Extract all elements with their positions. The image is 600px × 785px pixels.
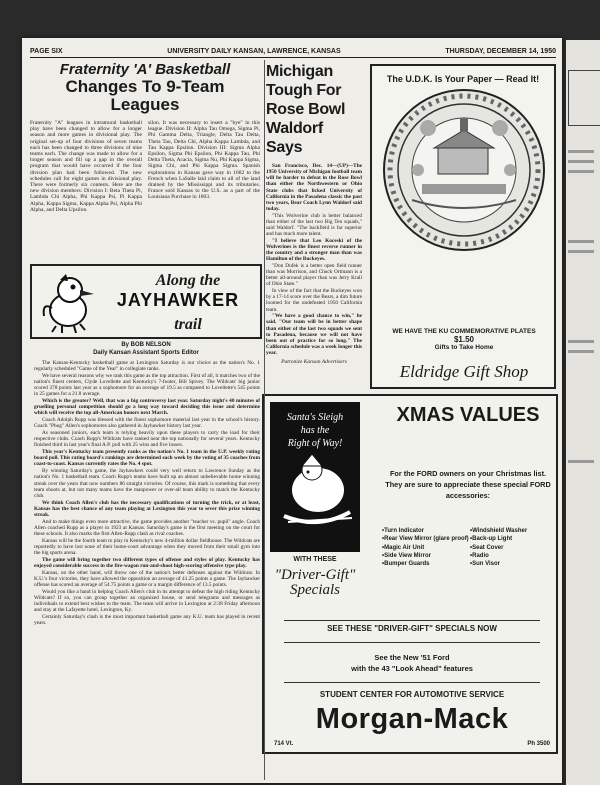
xmas-values-title: XMAS VALUES — [396, 404, 540, 426]
trail-story — [34, 360, 260, 627]
divider — [284, 642, 540, 643]
story-paragraph: Which is the greater? Well, that was a big controversy last year. Saturday night's 40 minutes of gruelling personal competition should go a long way toward deciding this issue and determine which will receive the top all-American honors next March. — [34, 398, 260, 417]
new-ford-line-1: See the New '51 Ford — [374, 653, 450, 662]
accessory-item: • Turn Indicator — [382, 528, 470, 534]
accessory-item: • Rear View Mirror (glare proof) — [382, 536, 470, 542]
michigan-article — [266, 62, 362, 365]
newspaper-page — [22, 38, 562, 783]
student-center-line: STUDENT CENTER FOR AUTOMOTIVE SERVICE — [319, 690, 505, 699]
adjacent-page-edge — [566, 40, 600, 785]
basketball-headline-1: Fraternity 'A' Basketball — [59, 61, 231, 78]
page-header — [30, 48, 556, 58]
basketball-article — [30, 62, 260, 213]
issue-date: THURSDAY, DECEMBER 14, 1950 — [445, 48, 556, 55]
shop-name: Eldridge Gift Shop — [399, 362, 529, 381]
ford-owners-line: For the FORD owners on your Christmas list. They are sure to appreciate these special FORD accessories: — [385, 469, 551, 500]
gifts-line: Gifts to Take Home — [434, 344, 494, 351]
story-paragraph: Would you like a hand in helping Coach Allen's club in its attempt to defeat the high riding Kentucky Wildcats? If so, you can group together an organized house, or send telegrams and messages as individuals to extend best wishes to the team. The team will arrive in Lexington at 2:38 Friday afternoon and stay at the Lafayette hotel, Lexington, Ky. — [34, 588, 260, 614]
new-ford-line-2: with the 43 "Look Ahead" features — [351, 664, 473, 673]
paper-name: UNIVERSITY DAILY KANSAN, LAWRENCE, KANSAS — [167, 48, 341, 55]
adjacent-text-line — [568, 250, 594, 253]
plate-offer — [376, 328, 552, 352]
trail-title-bottom: trail — [174, 316, 202, 333]
story-paragraph: This year's Kentucky team presently ranks as the nation's No. 1 team in the U.P. weekly rating board poll. This rating board's rankings are determined each week by the voting of 35 coaches from coast-to-coast. Kansas currently rates the No. 4 spot. — [34, 449, 260, 468]
dealer-address: 714 Vt. — [274, 741, 294, 747]
accessory-item: • Back-up Light — [470, 536, 558, 542]
adjacent-text-line — [568, 160, 594, 163]
dealer-contact — [274, 741, 550, 747]
plate-price: $1.50 — [453, 335, 475, 344]
michigan-paragraph: "I believe that Leo Koceski of the Wolverines is the finest reverse runner in the country and a stronger man than was Hamilton of the Buckeyes. — [266, 237, 362, 263]
story-paragraph: Coach Adolph Rupp was blessed with the finest sophomore material last year in the school's history. Coach "Phog" Allen's sophomores also gathered in Jayhawker history last year. — [34, 417, 260, 430]
adjacent-text-line — [568, 350, 594, 353]
with-these: WITH THESE — [293, 556, 337, 563]
patronize-note: Patronize Kansan Advertisers — [281, 359, 347, 366]
byline-author: By BOB NELSON — [121, 342, 171, 348]
udk-slogan: The U.D.K. Is Your Paper — Read It! — [386, 74, 540, 84]
story-paragraph: As seasoned juniors, each team is relying heavily upon these players to carry the load for their respective clubs. Coach Rupp's Wildcats have ranked near the top nationally for several years. Kentucky finished third in last year's final A.P. poll with 25 wins and five losses. — [34, 430, 260, 449]
story-paragraph: By winning Saturday's game, the Jayhawkers could very well return to Lawrence Sunday as the nation's No. 1 basketball team. Coach Rupp's teams have built up an almost unbelievable home winning streak over the years that now numbers 86 straight victories. Of course, this mark is something that every team shoots at, but not many teams have the manpower or over-all team ability to match the Kentucky club. — [34, 468, 260, 499]
basketball-body-right: silon. It was necessary to insert a "bye" in this league. Division II: Alpha Tau Omega, Sigma Pi, Phi Gamma Delta, Triangle, Delta Tau Delta, Theta Tau, Delta Chi, Alpha Kappa Lambda, and Tau Kappa Epsilon. Division III: Sigma Alpha Epsilon, Sigma Phi Epsilon, Phi Kappa Tau, Phi Delta Theta, Acacia, Sigma Nu, Phi Kappa Sigma, Sigma Chi, and Phi Kappa Sigma. Spanish explorations in Kansas gave way in 1682 to the French when LaSalle laid claim to all of the land drained by the Mississippi and its tributaries. France sold Kansas to the U.S. as a part of the Louisiana Purchase in 1803. — [148, 120, 260, 201]
accessory-item: • Sun Visor — [470, 561, 558, 567]
adjacent-text-line — [568, 170, 594, 173]
story-paragraph: Kansas, on the other hand, will throw one of the nation's better defenses against the Wildcats. In K.U.'s four victories, they have allowed the opposition an average of 41.25 points a game. The Jayhawker offense has scored an average of 54.75 points a game or a margin difference of 13.5 points. — [34, 569, 260, 588]
adjacent-text-line — [568, 240, 594, 243]
svg-text:has the: has the — [300, 425, 330, 436]
accessory-item: • Bumper Guards — [382, 561, 470, 567]
new-ford-promo — [268, 652, 556, 674]
accessory-item: • Radio — [470, 553, 558, 559]
accessory-item: • Side View Mirror — [382, 553, 470, 559]
michigan-paragraph: "We have a good chance to win," he said. "Our team will be in better shape than either of the last two squads we sent to Pasadena, because we will not have been out of practice for so long." The California schedule was a week longer this year. — [266, 313, 362, 357]
plate-offer-line: WE HAVE THE KU COMMEMORATIVE PLATES — [392, 328, 536, 335]
michigan-body — [266, 163, 362, 356]
adjacent-page-box — [568, 70, 600, 126]
michigan-paragraph: San Francisco, Dec. 14—(UP)—The 1950 University of Michigan football team will be harder to defeat in the Rose Bowl than either the Northwestern or Ohio State clubs that licked University of California in the Pasadena classic the past two years, Bear Coach Lynn Waldorf said today. — [266, 163, 362, 213]
story-paragraph: The Kansas-Kentucky basketball game at Lexington Saturday is our choice as the nation's No. 1 regularly scheduled "Game of the Year" in collegiate ranks. — [34, 360, 260, 373]
divider — [284, 620, 540, 621]
divider — [284, 682, 540, 683]
trail-byline — [30, 341, 262, 357]
jayhawker-trail-banner — [30, 264, 262, 339]
accessory-item: • Magic Air Unit — [382, 545, 470, 551]
story-paragraph: The game will bring together two different types of offense and styles of play. Kentucky has enjoyed considerable success in the fire-wagon run-and-shoot high-scoring offensive type play. — [34, 556, 260, 569]
story-paragraph: We think Coach Allen's club has the necessary qualifications of turning the trick, or at least, Kansas has the best chance of any team playing at Lexington this year to sever this prize winning streak. — [34, 499, 260, 518]
basketball-body-left: Fraternity "A" leagues in intramural basketball play have been changed to allow for a longer season and more games in divisional play. The original set-up of four divisions of seven teams each has been changed to three divisions of nine teams each. The change was made to allow for a longer season and fill up a gap in the overall program that would have occurred if the four division plan had been followed. The new schedules call for eight games in divisional play. There were formerly six contests. Here are the new division members: Division I: Beta Theta Pi, Lambda Chi Alpha, Phi Kappa Psi, Pi Kappa Alpha, Kappa Sigma, Kappa Alpha Psi, Alpha Phi Alpha, and Delta Upsilon. — [30, 120, 142, 213]
adjacent-text-line — [568, 150, 594, 153]
svg-text:Right of Way!: Right of Way! — [287, 438, 343, 449]
story-paragraph: Certainly Saturday's clash is the most important basketball game any K.U. team has played in recent years. — [34, 613, 260, 627]
story-paragraph: Kansas will be the fourth team to play in Kentucky's new 4-million dollar fieldhouse. The Wildcats are reportedly to have lost none of their home-court advantage when they moved from their small gym into the big sports arena. — [34, 537, 260, 557]
santa-text: Santa's Sleigh — [286, 412, 344, 423]
driver-gift-title: "Driver-Gift" Specials — [274, 567, 356, 598]
michigan-paragraph: "This Wolverine club is better balanced than either of the last two Big Ten squads," said Waldorf. "The backfield is far superior and has much more talent. — [266, 212, 362, 238]
ford-xmas-ad — [262, 394, 558, 754]
adjacent-text-line — [568, 460, 594, 463]
dealer-name: Morgan-Mack — [315, 703, 509, 735]
column-rule — [264, 60, 265, 780]
eldridge-gift-shop-ad — [370, 64, 556, 389]
page-number: PAGE SIX — [30, 48, 63, 55]
story-paragraph: And to make things even more attractive, the game provides another "teacher vs. pupil" angle. Coach Allen coached Rupp as a player in 1923 at Kansas. Saturday's game is the first meeting on the court for these schools. It also marks the first Allen-Rupp clash as rival coaches. — [34, 518, 260, 537]
dealer-phone: Ph 3500 — [527, 741, 550, 747]
michigan-paragraph: In view of the fact that the Buckeyes won by a 17-14 score over the Bears, a dim future loomed for the undefeated 1950 California team. — [266, 288, 362, 313]
basketball-headline-2: Changes To 9-Team Leagues — [65, 77, 225, 114]
trail-title-top: Along the — [155, 272, 221, 289]
michigan-paragraph: "Don Dufek is a better open field runner than was Morrison, and Chuck Ortmann is a better all-around player than was Jerry Krall of Ohio State." — [266, 263, 362, 288]
accessory-item: • Seat Cover — [470, 545, 558, 551]
trail-title-main: JAYHAWKER — [116, 290, 240, 310]
adjacent-text-line — [568, 340, 594, 343]
see-specials: SEE THESE "DRIVER-GIFT" SPECIALS NOW — [327, 624, 497, 633]
accessory-item: • Windshield Washer — [470, 528, 558, 534]
accessory-list — [382, 528, 558, 567]
jayhawk-mascot-icon — [38, 272, 100, 334]
michigan-headline: Michigan Tough For Rose Bowl Waldorf Says — [266, 63, 346, 156]
commemorative-plate-icon — [382, 88, 546, 252]
byline-title: Daily Kansan Assistant Sports Editor — [93, 350, 199, 356]
story-paragraph: We have several reasons why we rank this game as the top attraction. First of all, it matches two of the nation's finest centers, Clyde Lovellette and Kentucky's 7-footer, Bill Spivey. The Wildcats' big junior scored 378 points last year as a sophomore for an average of 19.5 as compared to Lovellette's 545 points in 25 games for a 21.8 average. — [34, 372, 260, 398]
